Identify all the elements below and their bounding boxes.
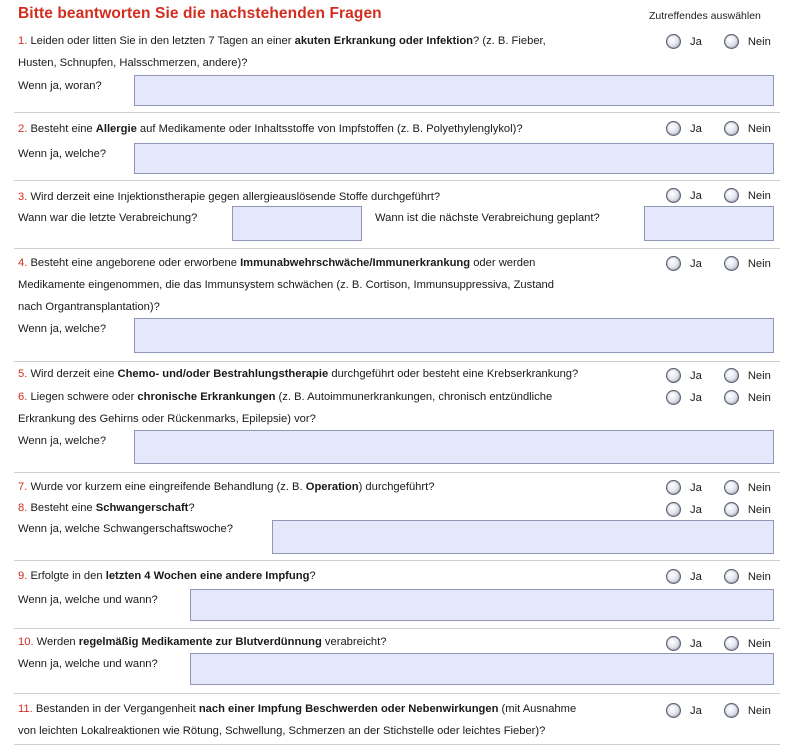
question-6-number: 6.	[18, 391, 28, 403]
question-11-line	[18, 720, 668, 742]
section-divider	[14, 628, 780, 629]
option-label-yes: Ja	[690, 122, 702, 135]
question-text-segment: Medikamente eingenommen, die das Immunsystem schwächen (z. B. Cortison, Immunsuppressiva, Zustand	[18, 279, 554, 291]
radio-no-1[interactable]	[724, 34, 739, 49]
emphasis-text: Immunabwehrschwäche/Immunerkrankung	[240, 257, 471, 269]
radio-yes-10[interactable]	[666, 636, 681, 651]
question-text-segment: Bestanden in der Vergangenheit	[32, 703, 199, 715]
question-text-segment: oder werden	[470, 257, 536, 269]
question-4-line	[18, 252, 668, 274]
question-6-options	[666, 390, 771, 405]
emphasis-text: Allergie	[95, 123, 137, 135]
question-3-options	[666, 188, 771, 203]
section-divider	[14, 744, 780, 745]
radio-yes-4[interactable]	[666, 256, 681, 271]
question-text-segment: Erfolgte in den	[27, 570, 106, 582]
question-text-segment: ? (z. B. Fieber,	[473, 35, 546, 47]
question-6-line	[18, 386, 668, 408]
option-label-no: Nein	[747, 369, 771, 382]
option-label-yes: Ja	[690, 189, 702, 202]
question-10-answer-field[interactable]	[190, 653, 774, 685]
question-4-number: 4.	[18, 257, 28, 269]
section-divider	[14, 560, 780, 561]
option-label-yes: Ja	[690, 637, 702, 650]
question-10-line	[18, 631, 668, 653]
question-3-followup-label-2: Wann ist die nächste Verabreichung geplant?	[375, 212, 600, 224]
question-3-answer-field-2[interactable]	[644, 206, 774, 241]
question-4-options	[666, 256, 771, 271]
question-10-options	[666, 636, 771, 651]
option-label-yes: Ja	[690, 369, 702, 382]
question-2-options	[666, 121, 771, 136]
emphasis-text: Operation	[305, 481, 359, 493]
question-3-answer-field[interactable]	[232, 206, 362, 241]
radio-no-3[interactable]	[724, 188, 739, 203]
question-2-text	[18, 118, 668, 140]
question-text-segment: (z. B. Autoimmunerkrankungen, chronisch entzündliche	[275, 391, 553, 403]
option-label-yes: Ja	[690, 391, 702, 404]
option-label-yes: Ja	[690, 481, 702, 494]
question-11-number: 11.	[18, 703, 33, 715]
radio-no-2[interactable]	[724, 121, 739, 136]
question-text-segment: auf Medikamente oder Inhaltsstoffe von Impfstoffen (z. B. Polyethylenglykol)?	[136, 123, 523, 135]
question-2-answer-field[interactable]	[134, 143, 774, 174]
question-7-options	[666, 480, 771, 495]
question-4-text	[18, 252, 668, 318]
option-label-no: Nein	[747, 570, 771, 583]
question-2-number: 2.	[18, 123, 28, 135]
question-text-segment: verabreicht?	[321, 636, 387, 648]
radio-yes-9[interactable]	[666, 569, 681, 584]
question-text-segment: Leiden oder litten Sie in den letzten 7 Tagen an einer	[27, 35, 295, 47]
question-6-followup-label: Wenn ja, welche?	[18, 435, 107, 447]
question-text-segment: Husten, Schnupfen, Halsschmerzen, andere)?	[18, 57, 248, 69]
option-label-no: Nein	[747, 257, 771, 270]
emphasis-text: regelmäßig Medikamente zur Blutverdünnung	[78, 636, 322, 648]
question-6-text	[18, 386, 668, 430]
question-7-line	[18, 476, 668, 498]
radio-no-9[interactable]	[724, 569, 739, 584]
option-label-no: Nein	[747, 481, 771, 494]
question-8-line	[18, 497, 668, 519]
radio-no-7[interactable]	[724, 480, 739, 495]
section-divider	[14, 472, 780, 473]
option-label-yes: Ja	[690, 257, 702, 270]
question-7-text	[18, 476, 668, 498]
question-text-segment: ?	[188, 502, 195, 514]
question-5-line	[18, 363, 668, 385]
radio-yes-2[interactable]	[666, 121, 681, 136]
question-8-followup-label: Wenn ja, welche Schwangerschaftswoche?	[18, 523, 233, 535]
option-label-no: Nein	[747, 637, 771, 650]
question-5-options	[666, 368, 771, 383]
question-5-text	[18, 363, 668, 385]
question-1-text	[18, 30, 668, 74]
question-10-number: 10.	[18, 636, 34, 648]
question-11-options	[666, 703, 771, 718]
question-4-followup-label: Wenn ja, welche?	[18, 323, 107, 335]
question-9-options	[666, 569, 771, 584]
option-label-no: Nein	[747, 35, 771, 48]
question-6-answer-field[interactable]	[134, 430, 774, 464]
emphasis-text: chronische Erkrankungen	[137, 391, 276, 403]
question-text-segment: nach Organtransplantation)?	[18, 301, 160, 313]
question-text-segment: Erkrankung des Gehirns oder Rückenmarks, Epilepsie) vor?	[18, 413, 316, 425]
radio-yes-8[interactable]	[666, 502, 681, 517]
section-divider	[14, 180, 780, 181]
question-text-segment: (mit Ausnahme	[498, 703, 577, 715]
question-8-options	[666, 502, 771, 517]
question-text-segment: Besteht eine angeborene oder erworbene	[27, 257, 241, 269]
question-9-number: 9.	[18, 570, 28, 582]
option-label-no: Nein	[747, 122, 771, 135]
option-label-yes: Ja	[690, 570, 702, 583]
radio-yes-11[interactable]	[666, 703, 681, 718]
question-1-options	[666, 34, 771, 49]
option-label-yes: Ja	[690, 503, 702, 516]
option-label-no: Nein	[747, 189, 771, 202]
question-text-segment: Wird derzeit eine	[27, 368, 118, 380]
question-1-followup-label: Wenn ja, woran?	[18, 80, 102, 92]
question-9-line	[18, 565, 668, 587]
question-5-number: 5.	[18, 368, 28, 380]
question-1-line	[18, 30, 668, 52]
question-1-line	[18, 52, 668, 74]
section-divider	[14, 112, 780, 113]
question-4-answer-field[interactable]	[134, 318, 774, 353]
emphasis-text: Chemo- und/oder Bestrahlungstherapie	[117, 368, 329, 380]
question-text-segment: ) durchgeführt?	[358, 481, 435, 493]
question-7-number: 7.	[18, 481, 28, 493]
emphasis-text: letzten 4 Wochen eine andere Impfung	[105, 570, 310, 582]
radio-yes-3[interactable]	[666, 188, 681, 203]
select-instruction: Zutreffendes auswählen	[649, 10, 761, 22]
radio-no-5[interactable]	[724, 368, 739, 383]
section-divider	[14, 693, 780, 694]
emphasis-text: nach einer Impfung Beschwerden oder Nebenwirkungen	[198, 703, 499, 715]
question-text-segment: durchgeführt oder besteht eine Krebserkrankung?	[328, 368, 579, 380]
question-9-text	[18, 565, 668, 587]
radio-no-8[interactable]	[724, 502, 739, 517]
radio-no-4[interactable]	[724, 256, 739, 271]
question-10-followup-label: Wenn ja, welche und wann?	[18, 658, 158, 670]
question-2-line	[18, 118, 668, 140]
question-2-followup-label: Wenn ja, welche?	[18, 148, 107, 160]
radio-yes-7[interactable]	[666, 480, 681, 495]
question-8-answer-field[interactable]	[272, 520, 774, 554]
question-6-line	[18, 408, 668, 430]
section-divider	[14, 361, 780, 362]
question-text-segment: Wird derzeit eine Injektionstherapie gegen allergieauslösende Stoffe durchgeführt?	[27, 191, 441, 203]
question-text-segment: ?	[309, 570, 316, 582]
radio-no-6[interactable]	[724, 390, 739, 405]
question-8-number: 8.	[18, 502, 28, 514]
question-1-number: 1.	[18, 35, 28, 47]
question-text-segment: von leichten Lokalreaktionen wie Rötung, Schwellung, Schmerzen an der Stichstelle oder leichtes Fieber)?	[18, 725, 546, 737]
radio-yes-5[interactable]	[666, 368, 681, 383]
section-divider	[14, 248, 780, 249]
emphasis-text: Schwangerschaft	[95, 502, 189, 514]
question-3-text	[18, 186, 668, 208]
question-1-answer-field[interactable]	[134, 75, 774, 106]
emphasis-text: akuten Erkrankung oder Infektion	[294, 35, 474, 47]
question-3-number: 3.	[18, 191, 28, 203]
question-text-segment: Besteht eine	[27, 123, 96, 135]
question-text-segment: Werden	[33, 636, 79, 648]
question-3-line	[18, 186, 668, 208]
radio-yes-1[interactable]	[666, 34, 681, 49]
option-label-yes: Ja	[690, 704, 702, 717]
radio-no-11[interactable]	[724, 703, 739, 718]
question-11-text	[18, 698, 668, 742]
page-title: Bitte beantworten Sie die nachstehenden Fragen	[18, 5, 382, 22]
question-8-text	[18, 497, 668, 519]
question-text-segment: Wurde vor kurzem eine eingreifende Behandlung (z. B.	[27, 481, 306, 493]
question-3-followup-label: Wann war die letzte Verabreichung?	[18, 212, 198, 224]
option-label-no: Nein	[747, 704, 771, 717]
radio-no-10[interactable]	[724, 636, 739, 651]
question-11-line	[18, 698, 668, 720]
option-label-no: Nein	[747, 503, 771, 516]
question-9-followup-label: Wenn ja, welche und wann?	[18, 594, 158, 606]
question-4-line	[18, 274, 668, 296]
option-label-yes: Ja	[690, 35, 702, 48]
question-text-segment: Liegen schwere oder	[27, 391, 138, 403]
question-4-line	[18, 296, 668, 318]
radio-yes-6[interactable]	[666, 390, 681, 405]
question-10-text	[18, 631, 668, 653]
question-text-segment: Besteht eine	[27, 502, 96, 514]
question-9-answer-field[interactable]	[190, 589, 774, 621]
option-label-no: Nein	[747, 391, 771, 404]
